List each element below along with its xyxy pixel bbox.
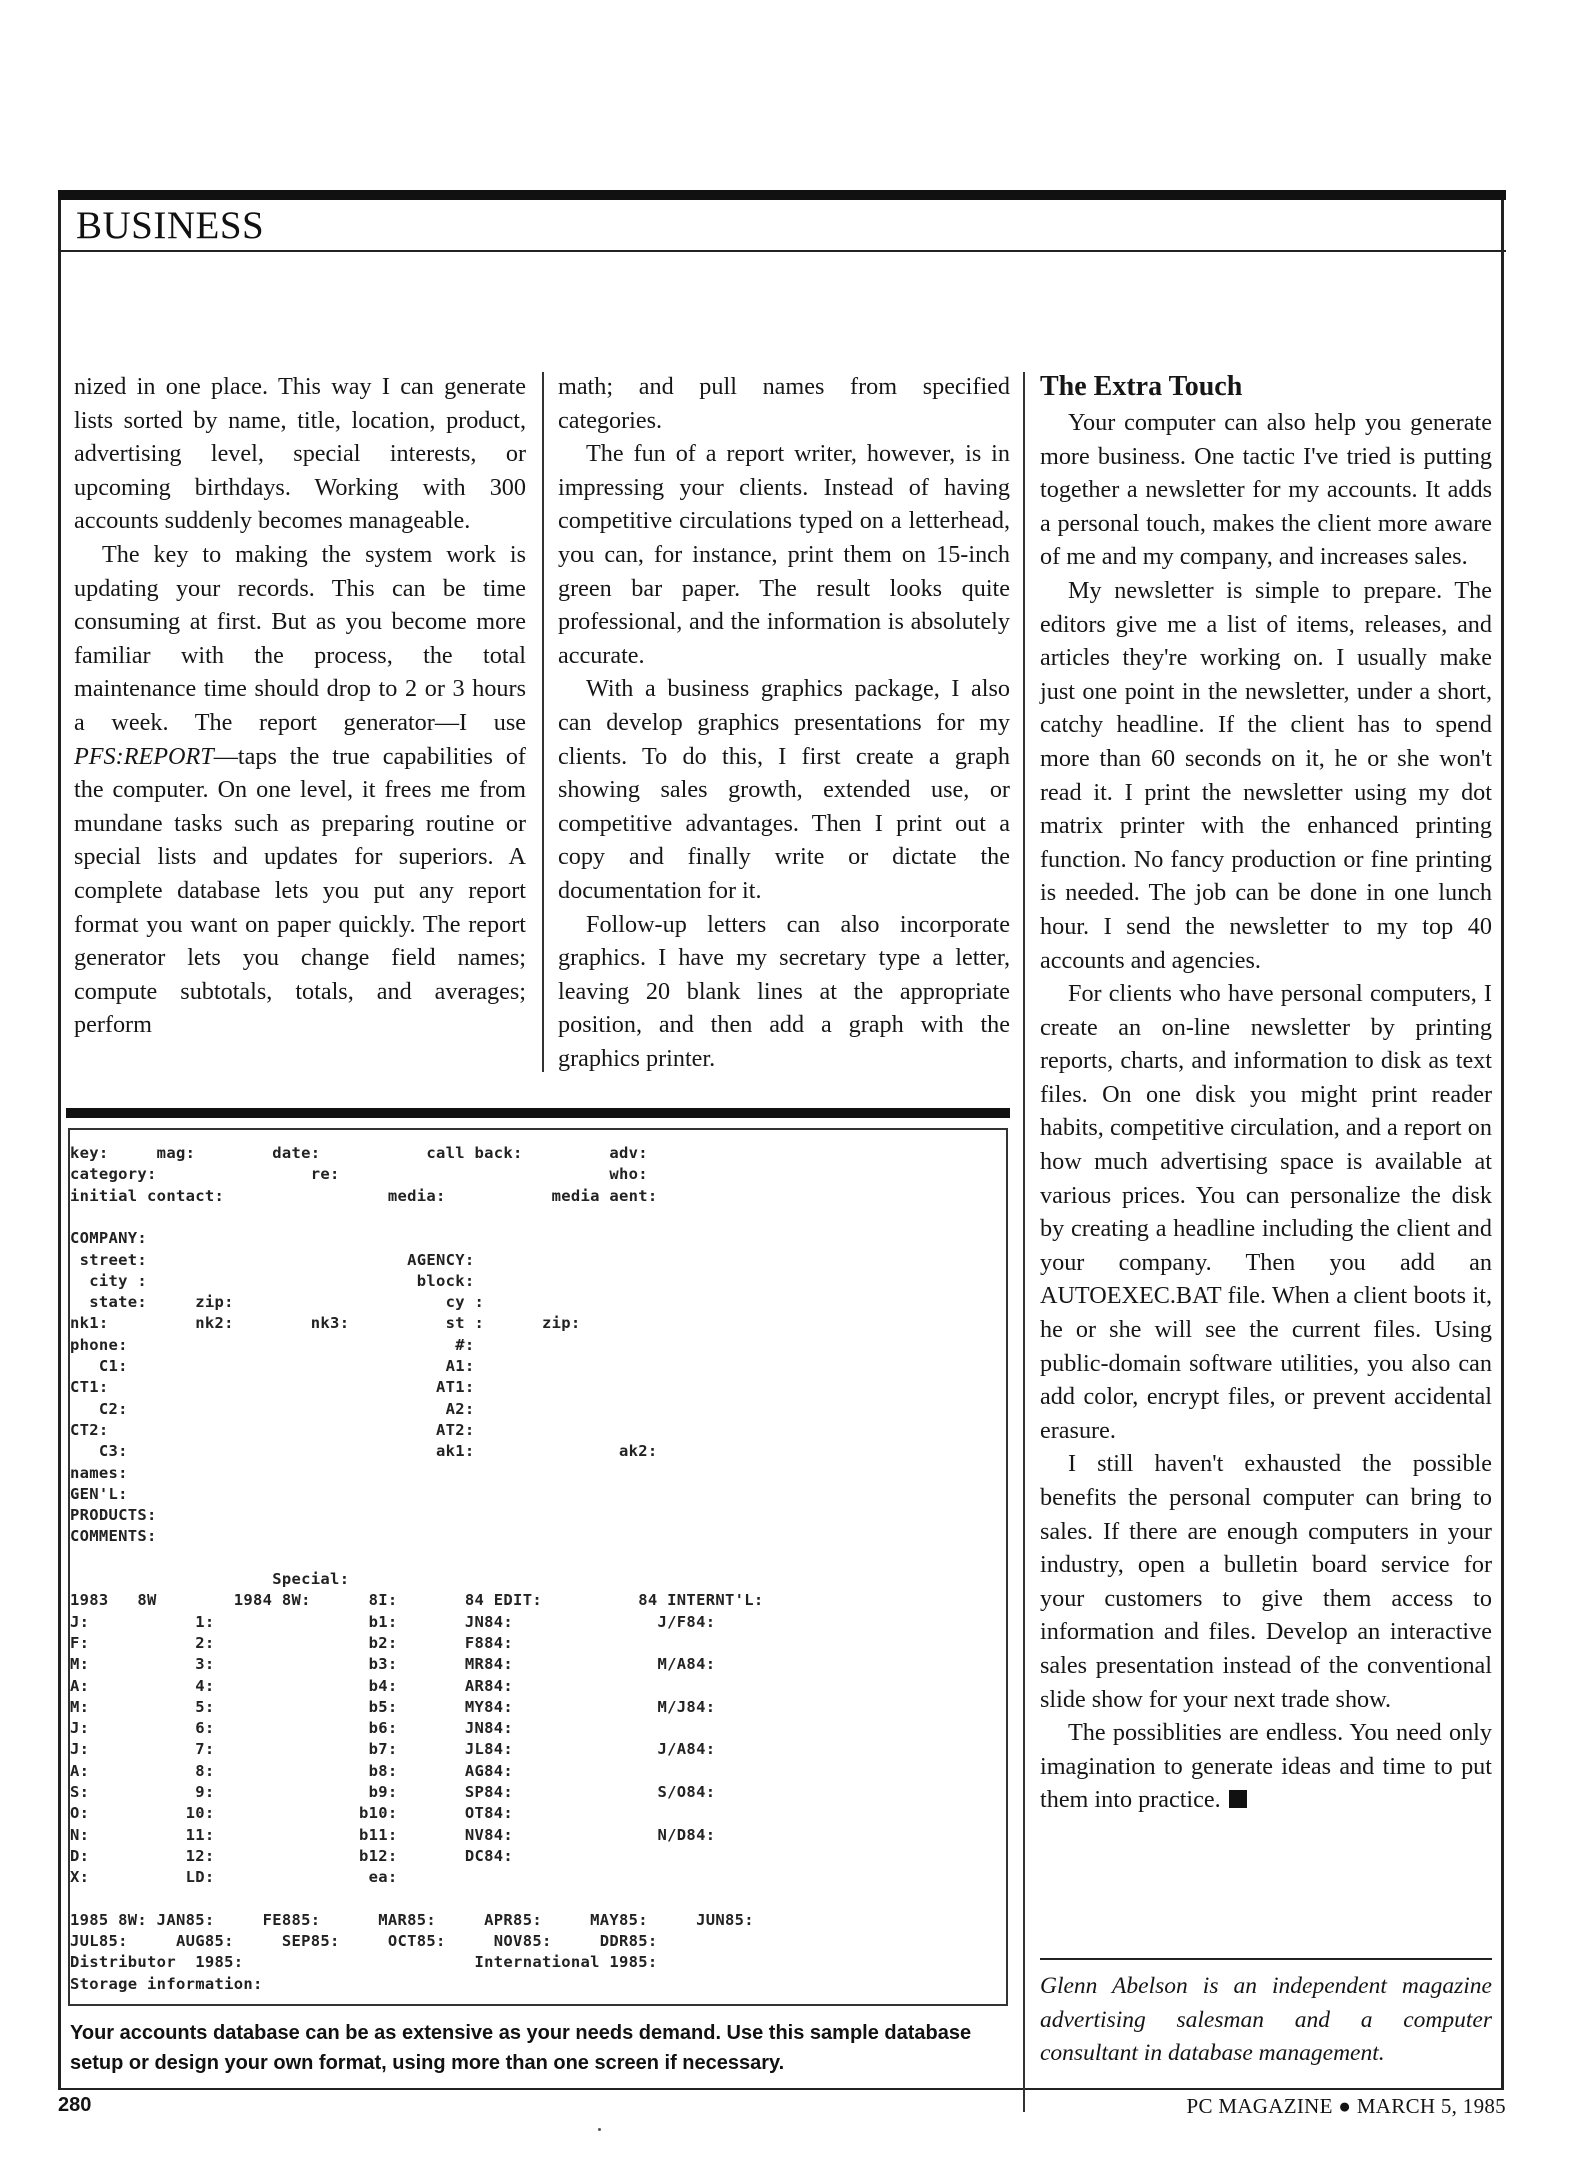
paragraph: My newsletter is simple to prepare. The editors give me a list of items, releases, and articles they're working on. I usually make just one point in the newsletter, under a short, catchy headline. If the client has to spend more than 60 seconds on it, he or she won't read it. I print the newsletter using my dot matrix printer with the enhanced printing function. No fancy production or fine printing is needed. The job can be done in one lunch hour. I send the newsletter to my top 40 accounts and agencies. bbox=[1040, 576, 1492, 974]
screen-line: S: 9: b9: SP84: S/O84: bbox=[70, 1783, 716, 1801]
paragraph: I still haven't exhausted the possible benefits the personal computer can bring to sales. If there are enough computers in your industry, open a bulletin board service for your customers to give them access to information and files. Develop an interactive sales presentation instead of the conventional slide show for your next trade show. bbox=[1040, 1450, 1492, 1713]
subheading: The Extra Touch bbox=[1040, 371, 1243, 402]
screen-line: C2: A2: bbox=[70, 1399, 475, 1418]
paragraph: Your computer can also help you generate more business. One tactic I've tried is putting together a newsletter for my accounts. It adds a personal touch, makes the client more aware of me and my company, and increases sales. bbox=[1040, 409, 1492, 571]
screen-line: F: 2: b2: F884: bbox=[70, 1633, 514, 1652]
magazine-footer: PC MAGAZINE ● MARCH 5, 1985 bbox=[1186, 2094, 1506, 2118]
screen-line: J: 6: b6: JN84: bbox=[70, 1719, 514, 1738]
screen-line: M: 3: b3: MR84: M/A84: bbox=[70, 1655, 716, 1674]
paragraph: Follow-up letters can also incorporate graphics. I have my secretary type a letter, leaving 20 blank lines at the appropriate position, and then add a graph with the graphics printer. bbox=[558, 910, 1010, 1072]
screen-line: Distributor 1985: International 1985: bbox=[70, 1953, 658, 1972]
author-bio: Glenn Abelson is an independent magazine advertising salesman and a computer consultant in database management. bbox=[1040, 1973, 1492, 2066]
section-title: BUSINESS bbox=[76, 204, 265, 247]
section-top-bar bbox=[58, 190, 1506, 200]
screen-line: names: bbox=[70, 1463, 128, 1482]
paragraph bbox=[1040, 1716, 1492, 1817]
screen-line: N: 11: b11: NV84: N/D84: bbox=[70, 1825, 716, 1844]
screen-line: Special: bbox=[70, 1570, 350, 1588]
column-rule bbox=[1023, 372, 1025, 2112]
screen-line: J: 1: b1: JN84: J/F84: bbox=[70, 1612, 716, 1631]
screen-line: phone: #: bbox=[70, 1335, 475, 1354]
screen-line: O: 10: b10: OT84: bbox=[70, 1804, 514, 1823]
screen-line: street: AGENCY: bbox=[70, 1250, 475, 1269]
screen-line: J: 7: b7: JL84: J/A84: bbox=[70, 1740, 716, 1759]
end-mark-icon bbox=[1229, 1790, 1247, 1808]
database-screen bbox=[70, 1132, 1006, 2002]
screen-line: X: LD: ea: bbox=[70, 1868, 398, 1887]
screen-line: state: zip: cy : bbox=[70, 1293, 485, 1312]
screen-line: COMMENTS: bbox=[70, 1527, 157, 1546]
screen-line: 1983 8W 1984 8W: 8I: 84 EDIT: 84 INTERNT'L: bbox=[70, 1591, 764, 1610]
screen-line: C3: ak1: ak2: bbox=[70, 1442, 658, 1461]
screen-line: JUL85: AUG85: SEP85: OCT85: NOV85: DDR85: bbox=[70, 1932, 658, 1951]
screen-line: nk1: nk2: nk3: st : zip: bbox=[70, 1314, 581, 1333]
text-run: The possiblities are endless. You need only imagination to generate ideas and time to put them into practice. bbox=[1040, 1719, 1492, 1814]
article-column-1 bbox=[74, 370, 526, 1042]
article-column-2 bbox=[558, 370, 1010, 1075]
screen-line: M: 5: b5: MY84: M/J84: bbox=[70, 1697, 716, 1716]
bio-rule bbox=[1040, 1958, 1492, 1960]
figure-top-bar bbox=[66, 1108, 1010, 1118]
paragraph: For clients who have personal computers, I create an on-line newsletter by printing reports, charts, and information to disk as text files. On one disk you might print reader habits, competitive circulation, and a report on how much advertising space is available at various prices. You can personalize the disk by creating a headline including the client and your company. Then you add an AUTOEXEC.BAT file. When a client boots it, he or she will see the current files. Using public-domain software utilities, you also can add color, encrypt files, or prevent accidental erasure. bbox=[1040, 980, 1492, 1444]
screen-line: Storage information: bbox=[70, 1974, 263, 1993]
screen-line: CT1: AT1: bbox=[70, 1378, 475, 1397]
screen-line: key: mag: date: call back: adv: bbox=[70, 1144, 648, 1162]
text-run: The key to making the system work is updating your records. This can be time consuming at first. But as you become more familiar with the process, the total maintenance time should drop to 2 or 3 hours a week. The report generator—I use bbox=[74, 540, 526, 736]
paragraph bbox=[74, 538, 526, 1042]
product-name: PFS:REPORT bbox=[74, 742, 214, 770]
screen-line: PRODUCTS: bbox=[70, 1506, 157, 1525]
screen-line: 1985 8W: JAN85: FE885: MAR85: APR85: MAY85: JUN85: bbox=[70, 1910, 754, 1929]
screen-line: D: 12: b12: DC84: bbox=[70, 1846, 514, 1865]
column-rule bbox=[542, 372, 544, 1072]
section-title-rule bbox=[58, 250, 1506, 252]
article-column-3 bbox=[1040, 370, 1492, 1817]
page-number: 280 bbox=[58, 2094, 92, 2116]
paragraph: With a business graphics package, I also can develop graphics presentations for my clients. To do this, I first create a graph showing sales growth, extended use, or competitive advantages. Then I print out a copy and finally write or dictate the documentation for it. bbox=[558, 675, 1010, 904]
screen-line: C1: A1: bbox=[70, 1357, 475, 1375]
screen-line: COMPANY: bbox=[70, 1229, 148, 1248]
screen-line: A: 8: b8: AG84: bbox=[70, 1761, 514, 1780]
screen-line: city : block: bbox=[70, 1271, 475, 1290]
text-run: —taps the true capabilities of the computer. On one level, it frees me from mundane tasks such as preparing routine or special lists and updates for superiors. A complete database lets you put any report format you want on paper quickly. The report generator lets you change field names; compute subtotals, totals, and averages; perform bbox=[74, 742, 526, 1039]
paragraph: nized in one place. This way I can generate lists sorted by name, title, location, product, advertising level, special interests, or upcoming birthdays. Working with 300 accounts suddenly becomes manageable. bbox=[74, 373, 526, 535]
screen-line: CT2: AT2: bbox=[70, 1420, 475, 1439]
paragraph: math; and pull names from specified categories. bbox=[558, 373, 1010, 434]
figure-caption: Your accounts database can be as extensive as your needs demand. Use this sample database setup or design your own format, using more than one screen if necessary. bbox=[70, 2022, 972, 2074]
screen-line: GEN'L: bbox=[70, 1484, 128, 1503]
screen-line: initial contact: media: media aent: bbox=[70, 1186, 658, 1205]
print-speck bbox=[598, 2128, 601, 2131]
paragraph: The fun of a report writer, however, is in impressing your clients. Instead of having competitive circulations typed on a letterhead, you can, for instance, print them on 15-inch green bar paper. The result looks quite professional, and the information is absolutely accurate. bbox=[558, 440, 1010, 669]
screen-line: category: re: who: bbox=[70, 1165, 648, 1184]
screen-line: A: 4: b4: AR84: bbox=[70, 1676, 514, 1695]
